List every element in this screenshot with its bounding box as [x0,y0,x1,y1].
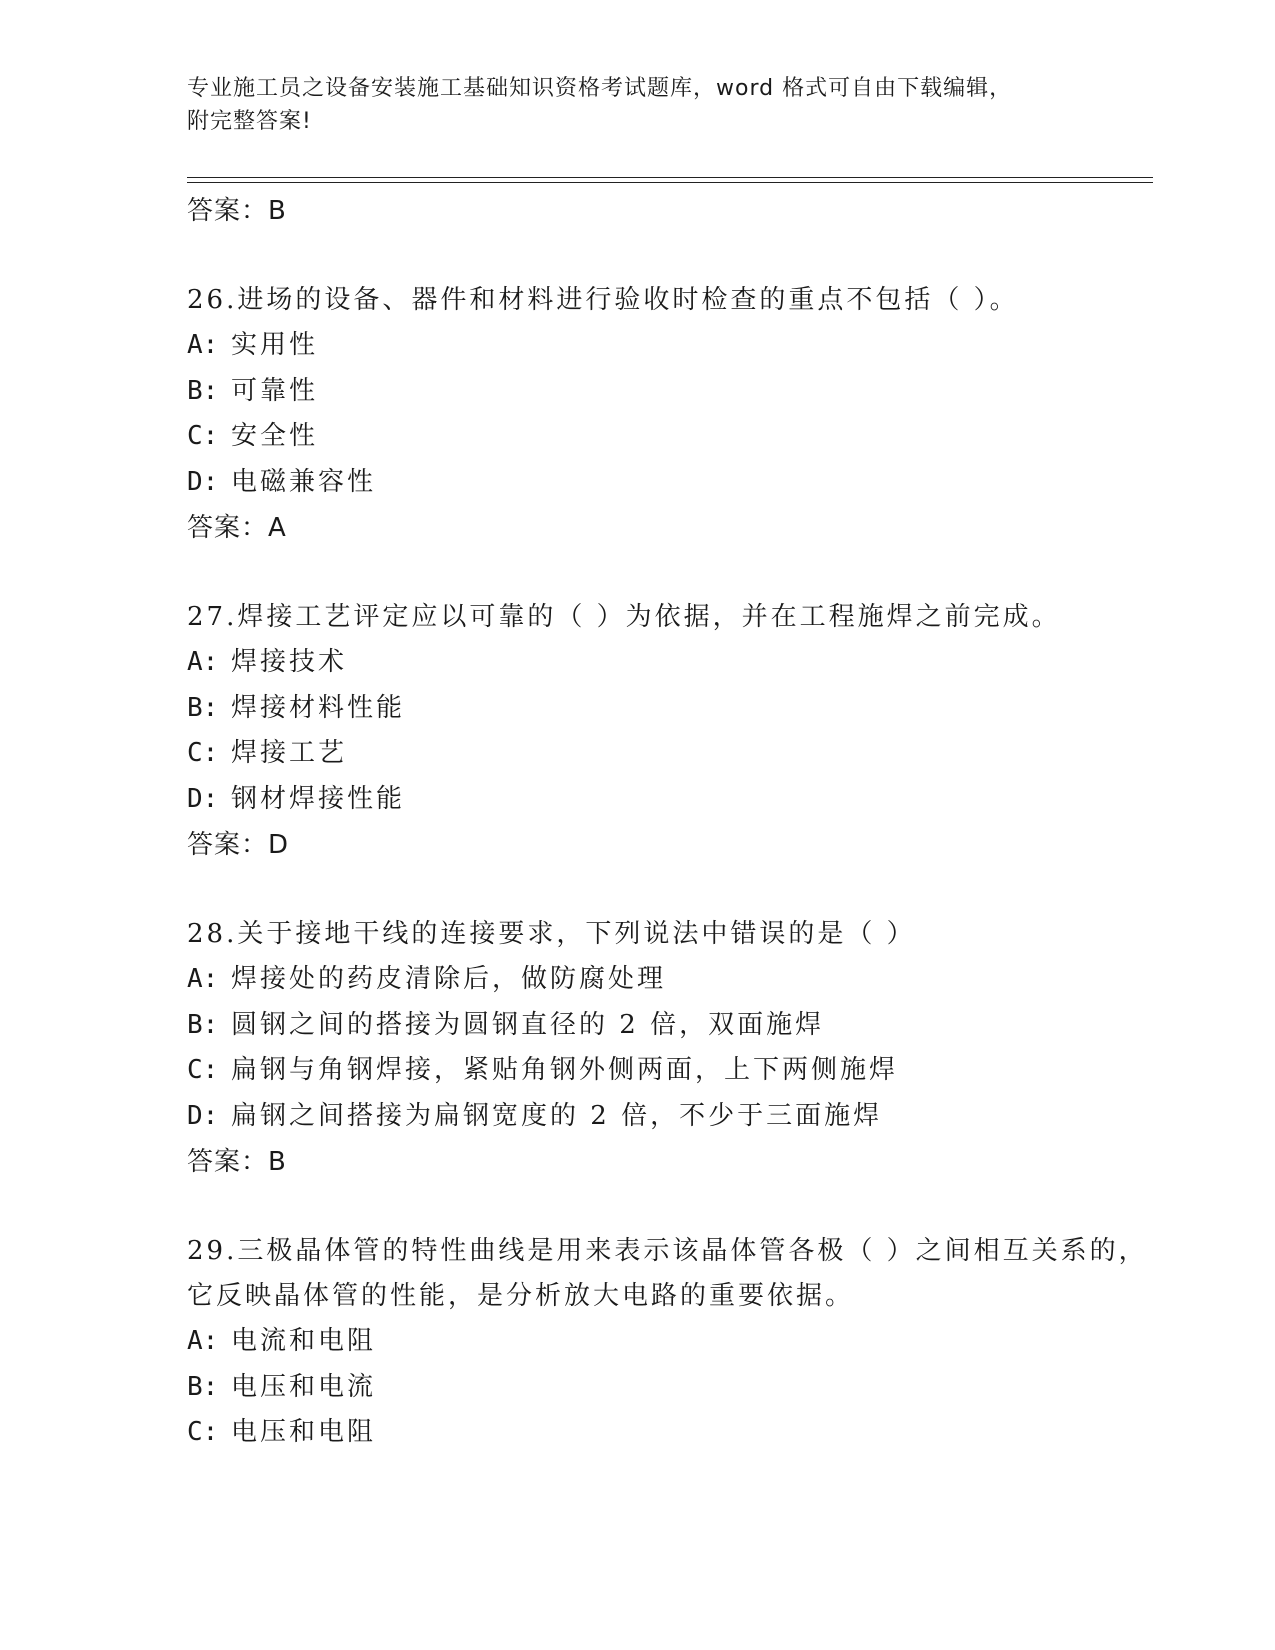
previous-answer: 答案：B [187,196,287,226]
question-27 [187,595,1153,868]
header-divider-bottom [187,182,1153,183]
question-stem: 29.三极晶体管的特性曲线是用来表示该晶体管各极（ ）之间相互关系的，它反映晶体管的性能，是分析放大电路的重要依据。 [187,1236,1148,1311]
header-divider-top [187,177,1153,178]
question-stem: 28.关于接地干线的连接要求，下列说法中错误的是（ ） [187,919,916,949]
option-letter: B: [187,1371,219,1402]
question-answer: 答案：B [187,1147,287,1177]
option-letter: A: [187,1326,219,1356]
option-b [187,1003,1153,1049]
option-text: 电压和电阻 [231,1417,377,1447]
option-letter: B: [187,692,219,723]
question-answer: 答案：A [187,513,287,543]
option-text: 焊接处的药皮清除后，做防腐处理 [231,964,667,994]
question-stem: 26.进场的设备、器件和材料进行验收时检查的重点不包括（ ）。 [187,285,1019,315]
option-text: 电压和电流 [231,1371,377,1402]
option-d [187,777,1153,823]
option-text: 焊接技术 [231,647,348,677]
option-letter: B: [187,1009,219,1040]
header-line-2: 附完整答案! [187,109,312,134]
option-d [187,1094,1153,1140]
option-letter: A: [187,964,219,994]
option-text: 电磁兼容性 [231,466,377,497]
option-a [187,640,1153,686]
question-26 [187,278,1153,551]
option-text: 实用性 [231,330,319,360]
option-b [187,686,1153,732]
option-text: 焊接工艺 [231,738,348,768]
header-line-1: 专业施工员之设备安装施工基础知识资格考试题库，word 格式可自由下载编辑， [187,76,1013,101]
option-text: 可靠性 [231,375,319,406]
option-a [187,957,1153,1003]
option-letter: D: [187,466,219,497]
option-text: 安全性 [231,421,319,451]
option-text: 焊接材料性能 [231,692,406,723]
option-letter: B: [187,375,219,406]
option-b [187,369,1153,415]
option-letter: C: [187,1417,219,1447]
option-letter: D: [187,783,219,814]
document-header [187,72,1087,138]
option-letter: A: [187,647,219,677]
option-c [187,1048,1153,1094]
option-letter: C: [187,738,219,768]
option-a [187,1319,1153,1365]
option-c [187,731,1153,777]
question-28 [187,912,1153,1185]
question-stem: 27.焊接工艺评定应以可靠的（ ）为依据，并在工程施焊之前完成。 [187,602,1061,632]
option-d [187,460,1153,506]
question-29 [187,1229,1153,1456]
option-text: 电流和电阻 [231,1326,377,1356]
option-c [187,1410,1153,1456]
option-a [187,323,1153,369]
option-letter: C: [187,421,219,451]
option-c [187,414,1153,460]
option-text: 扁钢与角钢焊接，紧贴角钢外侧两面，上下两侧施焊 [231,1055,899,1085]
question-answer: 答案：D [187,830,290,860]
option-b [187,1365,1153,1411]
option-letter: A: [187,330,219,360]
option-text: 圆钢之间的搭接为圆钢直径的 2 倍，双面施焊 [231,1009,825,1040]
option-text: 扁钢之间搭接为扁钢宽度的 2 倍，不少于三面施焊 [231,1100,883,1131]
option-letter: D: [187,1100,219,1131]
question-list [187,188,1153,1500]
option-text: 钢材焊接性能 [231,783,406,814]
option-letter: C: [187,1055,219,1085]
